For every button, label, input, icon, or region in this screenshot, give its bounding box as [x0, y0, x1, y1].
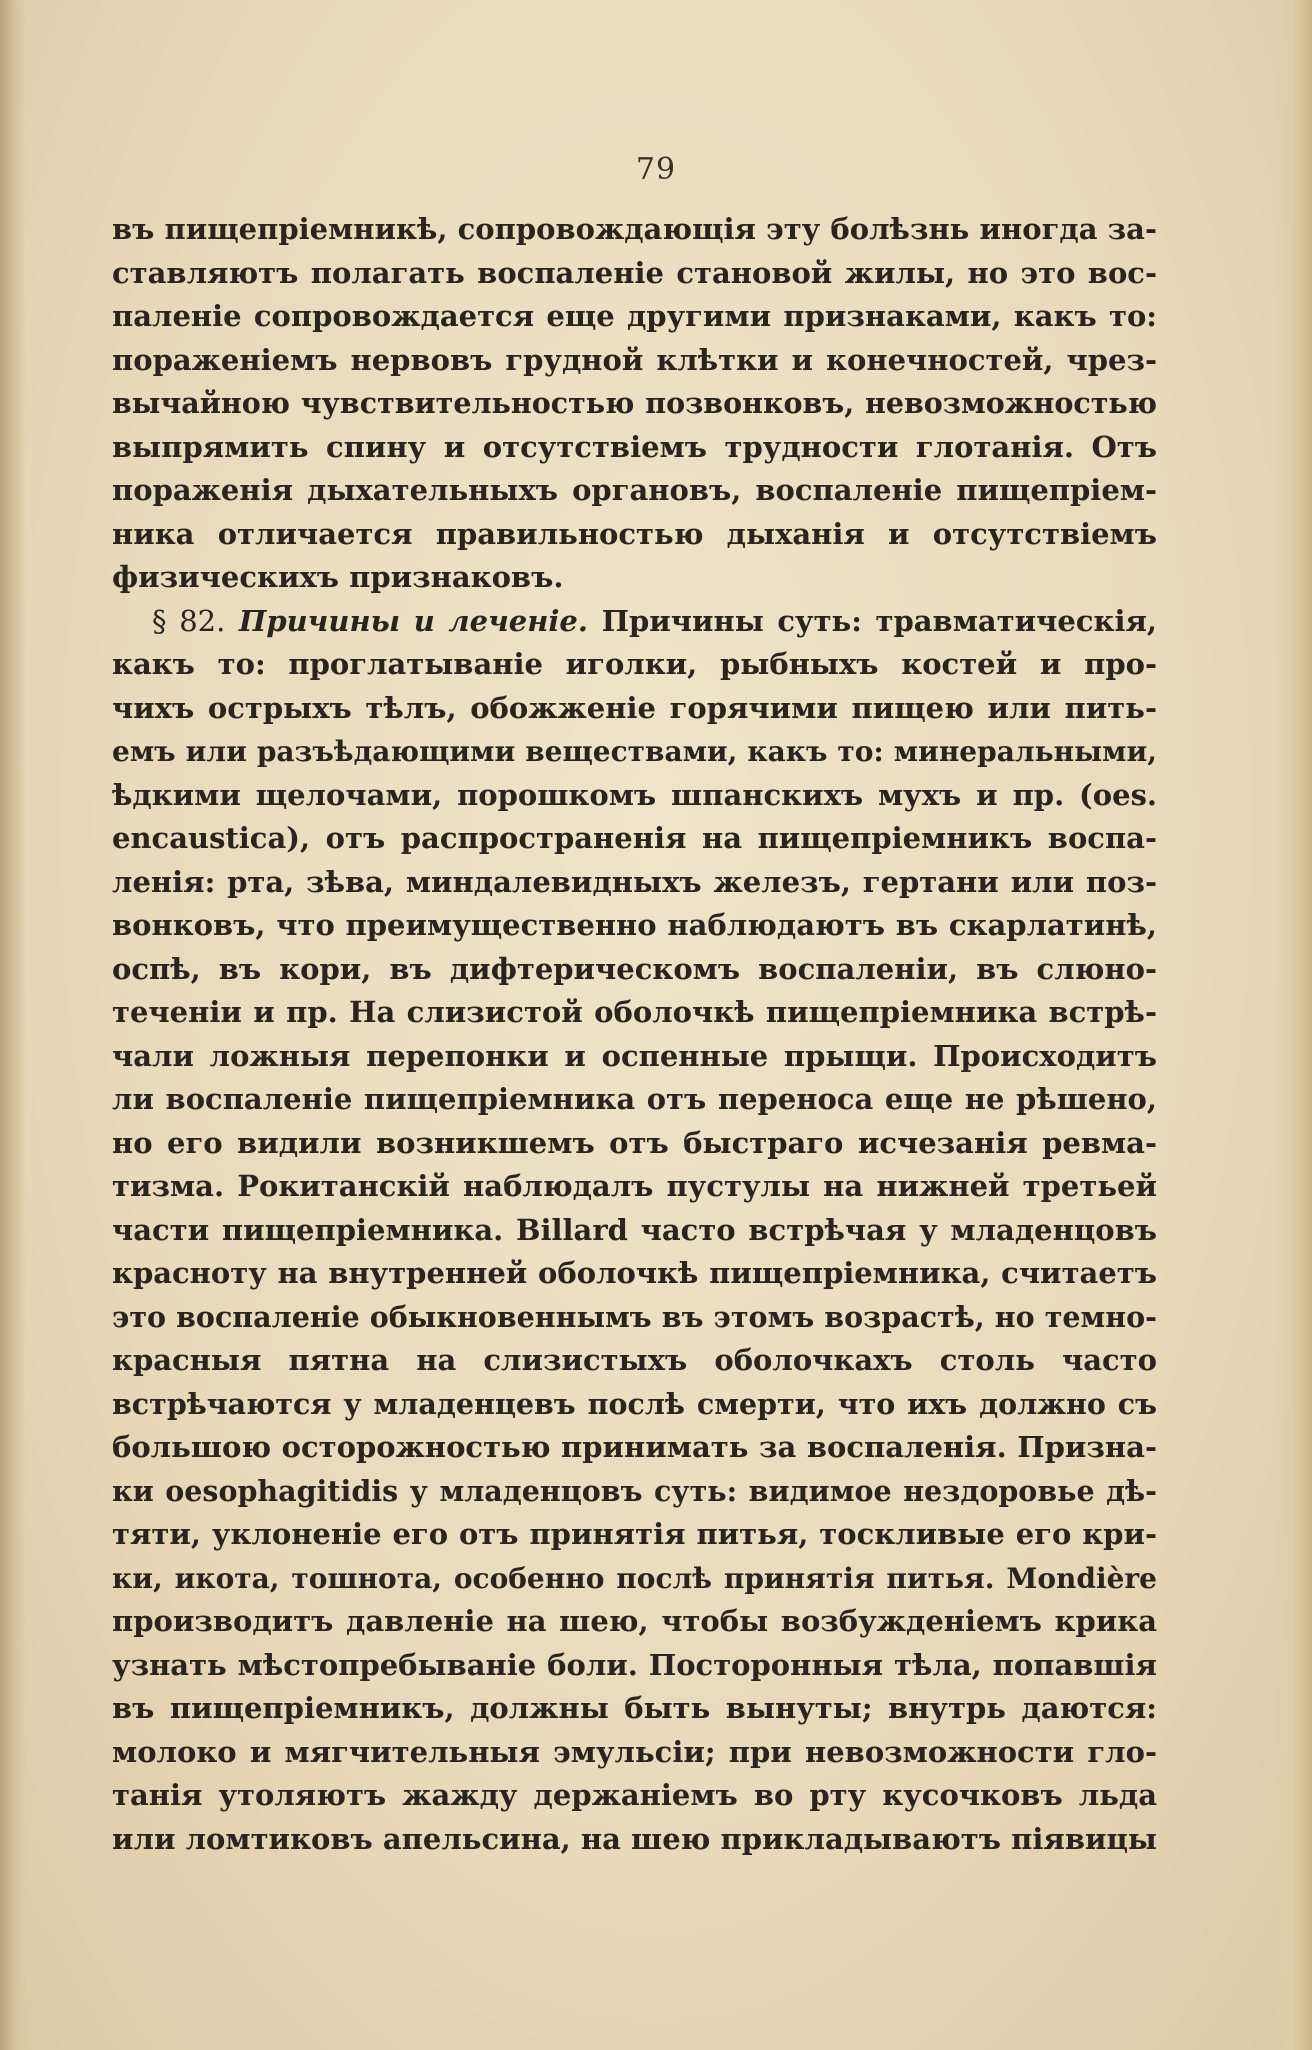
section-number: § 82. [152, 603, 226, 638]
text-line: танія утоляютъ жажду держаніемъ во рту кусочковъ льда [112, 1778, 1157, 1812]
text-line: части пищепріемника. Billard часто встрѣчая у младенцовъ [112, 1212, 1157, 1247]
text-line: ника отличается правильностью дыханія и отсутствіемъ [112, 516, 1157, 551]
text-line: какъ то: проглатываніе иголки, рыбныхъ костей и про- [112, 647, 1157, 681]
text-line: пораженіемъ нервовъ грудной клѣтки и конечностей, чрез- [112, 342, 1157, 377]
text-line: ѣдкими щелочами, порошкомъ шпанскихъ мухъ и пр. (oes. [112, 777, 1157, 812]
text-line: большою осторожностью принимать за воспаленія. Призна- [112, 1430, 1157, 1464]
text-line: чали ложныя перепонки и оспенные прыщи. Происходитъ [112, 1038, 1157, 1073]
text-line: вонковъ, что преимущественно наблюдаютъ въ скарлатинѣ, [112, 908, 1157, 942]
text-line: въ пищепріемникъ, должны быть вынуты; внутрь даются: [112, 1691, 1157, 1725]
text-line: ли воспаленіе пищепріемника отъ переноса еще не рѣшено, [112, 1082, 1157, 1116]
text-line: или ломтиковъ апельсина, на шею прикладываютъ піявицы [112, 1821, 1157, 1856]
text-line: емъ или разъѣдающими веществами, какъ то: минеральными, [112, 735, 1157, 768]
text-line: тяти, уклоненіе его отъ принятія питья, тоскливые его кри- [112, 1517, 1157, 1551]
body-text [112, 208, 1157, 1861]
page-edge-left [0, 0, 26, 2050]
section-first-line [112, 600, 1157, 644]
text-line: encaustica), отъ распространенія на пищепріемникъ воспа- [112, 821, 1157, 855]
section-first-line-text: Причины суть: травматическія, [601, 603, 1157, 638]
text-line: встрѣчаются у младенцевъ послѣ смерти, что ихъ должно съ [112, 1386, 1157, 1421]
text-line: выпрямить спину и отсутствіемъ трудности глотанія. Отъ [112, 429, 1157, 464]
text-line: узнать мѣстопребываніе боли. Посторонныя тѣла, попавшія [112, 1647, 1157, 1682]
text-line: вычайною чувствительностью позвонковъ, невозможностью [112, 386, 1157, 420]
section-heading: Причины и леченіе. [238, 603, 588, 638]
text-line: ки oesophagitidis у младенцовъ суть: видимое нездоровье дѣ- [112, 1473, 1157, 1508]
text-line: чихъ острыхъ тѣлъ, обожженіе горячими пищею или пить- [112, 690, 1157, 725]
text-line: но его видили возникшемъ отъ быстраго исчезанія ревма- [112, 1125, 1157, 1160]
text-line: ставляютъ полагать воспаленіе становой жилы, но это вос- [112, 255, 1157, 290]
text-line: ки, икота, тошнота, особенно послѣ принятія питья. Mondière [112, 1561, 1157, 1595]
text-line: пораженія дыхательныхъ органовъ, воспаленіе пищепріем- [112, 473, 1157, 507]
text-line: молоко и мягчительныя эмульсіи; при невозможности гло- [112, 1734, 1157, 1769]
text-line: паленіе сопровождается еще другими признаками, какъ то: [112, 299, 1157, 333]
text-line: физическихъ признаковъ. [112, 560, 564, 594]
text-line: это воспаленіе обыкновеннымъ въ этомъ возрастѣ, но темно- [112, 1299, 1157, 1334]
text-line: тизма. Рокитанскій наблюдалъ пустулы на нижней третьей [112, 1169, 1157, 1203]
text-line: оспѣ, въ кори, въ дифтерическомъ воспаленіи, въ слюно- [112, 951, 1157, 986]
text-line: ленія: рта, зѣва, миндалевидныхъ железъ, гертани или поз- [112, 864, 1157, 899]
text-line: производитъ давленіе на шею, чтобы возбужденіемъ крика [112, 1604, 1157, 1638]
text-line: въ пищепріемникѣ, сопровождающія эту болѣзнь иногда за- [112, 212, 1157, 246]
text-line: красныя пятна на слизистыхъ оболочкахъ столь часто [112, 1343, 1157, 1377]
page-number: 79 [635, 152, 677, 187]
text-line: теченіи и пр. На слизистой оболочкѣ пищепріемника встрѣ- [112, 995, 1157, 1029]
page-edge-right [1272, 0, 1312, 2050]
text-line: красноту на внутренней оболочкѣ пищепріемника, считаетъ [112, 1256, 1157, 1290]
